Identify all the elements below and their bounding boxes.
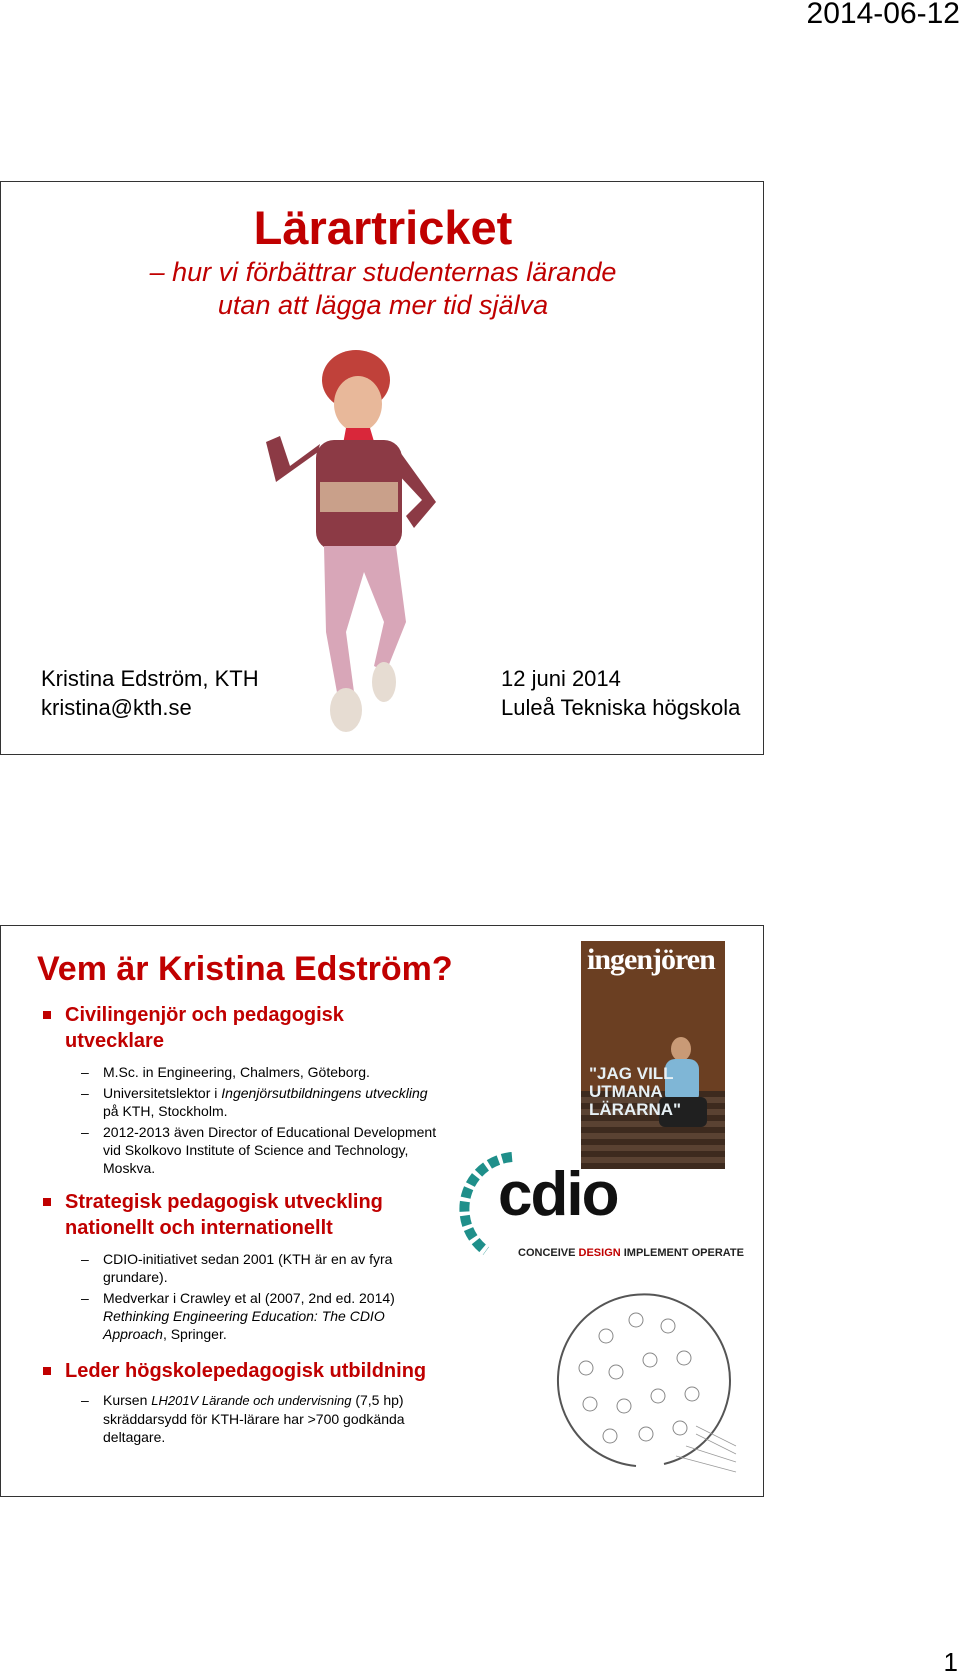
author-name: Kristina Edström, KTH	[41, 666, 259, 691]
dash-bullet-icon: –	[81, 1392, 89, 1408]
dash-bullet-icon: –	[81, 1085, 89, 1101]
heading-line: Leder högskolepedagogisk utbildning	[65, 1360, 427, 1382]
author-info	[41, 664, 259, 722]
slide-title: Lärartricket	[253, 201, 513, 254]
square-bullet-icon	[43, 1367, 51, 1375]
item-line: grundare).	[103, 1269, 168, 1285]
list-item	[39, 1063, 479, 1081]
event-info	[501, 664, 740, 722]
heading-line: Civilingenjör och pedagogisk	[65, 1004, 344, 1026]
page-number: 1	[943, 1647, 958, 1677]
title-slide	[0, 181, 764, 755]
cdio-tagline: CONCEIVE DESIGN IMPLEMENT OPERATE	[518, 1247, 744, 1259]
section-heading	[39, 1002, 479, 1054]
section-heading	[39, 1358, 479, 1384]
list-item	[39, 1084, 479, 1120]
item-line: skräddarsydd för KTH-lärare har >700 godkända	[103, 1411, 405, 1427]
list-item	[39, 1289, 479, 1343]
slide-title: Vem är Kristina Edström?	[37, 950, 453, 988]
heading-line: utvecklare	[65, 1030, 164, 1052]
magazine-cover	[581, 941, 725, 1169]
item-line: CDIO-initiativet sedan 2001 (KTH är en av fyra	[103, 1251, 393, 1267]
author-email[interactable]: kristina@kth.se	[41, 695, 192, 720]
item-line: Rethinking Engineering Education: The CDIO	[103, 1308, 385, 1324]
heading-line: nationellt och internationellt	[65, 1217, 333, 1239]
child-photo	[246, 332, 466, 752]
section-heading	[39, 1189, 479, 1241]
cdio-wordmark: cdio	[498, 1160, 618, 1229]
heading-line: Strategisk pedagogisk utveckling	[65, 1191, 383, 1213]
about-slide	[0, 925, 764, 1497]
section-strategic	[39, 1189, 479, 1343]
floor-plan-drawing	[546, 1276, 746, 1486]
dash-bullet-icon: –	[81, 1124, 89, 1140]
item-line: deltagare.	[103, 1429, 166, 1445]
item-line: M.Sc. in Engineering, Chalmers, Göteborg.	[103, 1064, 370, 1080]
dash-bullet-icon: –	[81, 1251, 89, 1267]
item-line: Universitetslektor i Ingenjörsutbildningens utveckling	[103, 1085, 428, 1101]
subtitle-line-1: – hur vi förbättrar studenternas lärande	[149, 257, 617, 287]
item-line: Kursen LH201V Lärande och undervisning (7,5 hp)	[103, 1392, 404, 1408]
dash-bullet-icon: –	[81, 1064, 89, 1080]
event-date: 12 juni 2014	[501, 666, 621, 691]
section-education	[39, 1002, 479, 1177]
item-line: på KTH, Stockholm.	[103, 1103, 228, 1119]
magazine-title: ingenjören	[587, 943, 715, 976]
item-line: Moskva.	[103, 1160, 156, 1176]
item-line: Medverkar i Crawley et al (2007, 2nd ed. 2014)	[103, 1290, 395, 1306]
slide-subtitle	[1, 256, 764, 322]
dash-bullet-icon: –	[81, 1290, 89, 1306]
item-line: Approach, Springer.	[103, 1326, 227, 1342]
list-item	[39, 1250, 479, 1286]
event-venue: Luleå Tekniska högskola	[501, 695, 741, 720]
cdio-logo	[456, 1151, 744, 1261]
magazine-quote: "JAG VILL UTMANA LÄRARNA"	[589, 1064, 682, 1119]
header-date: 2014-06-12	[806, 0, 960, 30]
square-bullet-icon	[43, 1011, 51, 1019]
list-item	[39, 1391, 479, 1446]
section-teaching	[39, 1358, 479, 1446]
magazine-person-image	[671, 1037, 691, 1061]
item-line: vid Skolkovo Institute of Science and Technology,	[103, 1142, 409, 1158]
subtitle-line-2: utan att lägga mer tid själva	[217, 290, 549, 320]
list-item	[39, 1123, 479, 1177]
square-bullet-icon	[43, 1198, 51, 1206]
item-line: 2012-2013 även Director of Educational Development	[103, 1124, 437, 1140]
